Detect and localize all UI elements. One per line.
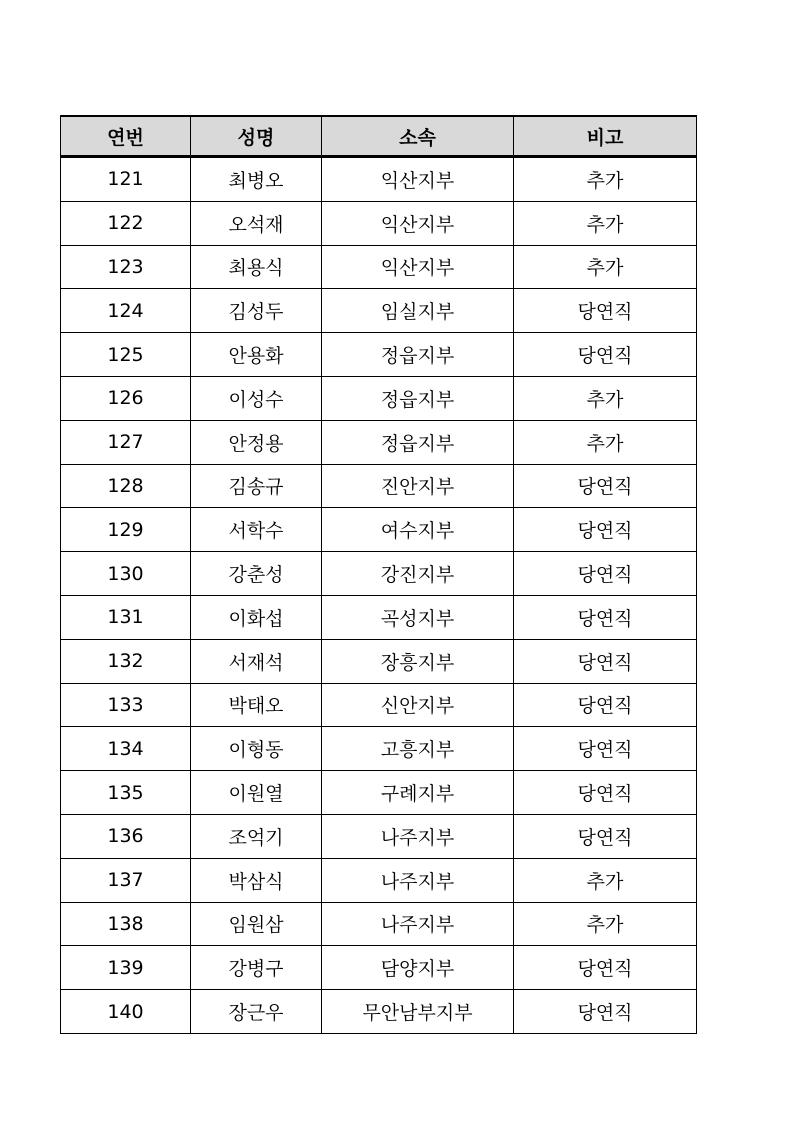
table-row — [61, 990, 697, 1034]
cell-number: 137 — [61, 858, 191, 902]
cell-note: 추가 — [514, 858, 697, 902]
cell-note: 추가 — [514, 201, 697, 245]
cell-number: 138 — [61, 902, 191, 946]
table-row — [61, 376, 697, 420]
table-row — [61, 245, 697, 289]
cell-affiliation: 나주지부 — [322, 902, 514, 946]
cell-affiliation: 나주지부 — [322, 858, 514, 902]
cell-note: 추가 — [514, 376, 697, 420]
header-row — [61, 116, 697, 157]
cell-note: 당연직 — [514, 552, 697, 596]
cell-name: 이성수 — [191, 376, 322, 420]
cell-note: 추가 — [514, 420, 697, 464]
cell-name: 박삼식 — [191, 858, 322, 902]
cell-number: 123 — [61, 245, 191, 289]
cell-name: 이화섭 — [191, 595, 322, 639]
cell-name: 오석재 — [191, 201, 322, 245]
cell-note: 당연직 — [514, 508, 697, 552]
cell-number: 126 — [61, 376, 191, 420]
table-row — [61, 201, 697, 245]
cell-note: 당연직 — [514, 639, 697, 683]
cell-number: 134 — [61, 727, 191, 771]
cell-name: 임원삼 — [191, 902, 322, 946]
cell-name: 강춘성 — [191, 552, 322, 596]
cell-affiliation: 장흥지부 — [322, 639, 514, 683]
cell-affiliation: 여수지부 — [322, 508, 514, 552]
cell-note: 당연직 — [514, 595, 697, 639]
cell-note: 당연직 — [514, 727, 697, 771]
cell-affiliation: 정읍지부 — [322, 376, 514, 420]
cell-name: 최병오 — [191, 157, 322, 202]
member-roster-table — [60, 115, 697, 1034]
cell-number: 128 — [61, 464, 191, 508]
cell-number: 131 — [61, 595, 191, 639]
table-row — [61, 814, 697, 858]
cell-affiliation: 구례지부 — [322, 771, 514, 815]
cell-name: 안정용 — [191, 420, 322, 464]
cell-note: 당연직 — [514, 990, 697, 1034]
table-body — [61, 157, 697, 1034]
cell-number: 125 — [61, 333, 191, 377]
cell-note: 추가 — [514, 245, 697, 289]
cell-note: 당연직 — [514, 333, 697, 377]
cell-name: 서재석 — [191, 639, 322, 683]
cell-affiliation: 진안지부 — [322, 464, 514, 508]
cell-note: 추가 — [514, 157, 697, 202]
header-name: 성명 — [191, 116, 322, 157]
cell-affiliation: 고흥지부 — [322, 727, 514, 771]
cell-number: 133 — [61, 683, 191, 727]
cell-number: 136 — [61, 814, 191, 858]
cell-affiliation: 익산지부 — [322, 157, 514, 202]
table-row — [61, 771, 697, 815]
cell-affiliation: 익산지부 — [322, 201, 514, 245]
cell-affiliation: 무안남부지부 — [322, 990, 514, 1034]
cell-number: 140 — [61, 990, 191, 1034]
table-row — [61, 683, 697, 727]
cell-name: 장근우 — [191, 990, 322, 1034]
table-row — [61, 420, 697, 464]
table-row — [61, 639, 697, 683]
cell-note: 당연직 — [514, 771, 697, 815]
table-header — [61, 116, 697, 157]
cell-note: 당연직 — [514, 289, 697, 333]
cell-affiliation: 정읍지부 — [322, 333, 514, 377]
cell-note: 당연직 — [514, 683, 697, 727]
cell-affiliation: 나주지부 — [322, 814, 514, 858]
table-row — [61, 595, 697, 639]
table-row — [61, 902, 697, 946]
cell-number: 121 — [61, 157, 191, 202]
cell-name: 김송규 — [191, 464, 322, 508]
cell-note: 당연직 — [514, 814, 697, 858]
cell-name: 박태오 — [191, 683, 322, 727]
cell-affiliation: 임실지부 — [322, 289, 514, 333]
cell-name: 서학수 — [191, 508, 322, 552]
cell-number: 127 — [61, 420, 191, 464]
cell-note: 당연직 — [514, 946, 697, 990]
cell-number: 135 — [61, 771, 191, 815]
table-row — [61, 464, 697, 508]
cell-affiliation: 담양지부 — [322, 946, 514, 990]
header-note: 비고 — [514, 116, 697, 157]
table-row — [61, 333, 697, 377]
cell-name: 안용화 — [191, 333, 322, 377]
cell-affiliation: 강진지부 — [322, 552, 514, 596]
cell-note: 추가 — [514, 902, 697, 946]
table-row — [61, 858, 697, 902]
table-row — [61, 289, 697, 333]
cell-number: 124 — [61, 289, 191, 333]
cell-affiliation: 신안지부 — [322, 683, 514, 727]
cell-number: 122 — [61, 201, 191, 245]
cell-name: 이원열 — [191, 771, 322, 815]
cell-name: 김성두 — [191, 289, 322, 333]
cell-name: 조억기 — [191, 814, 322, 858]
cell-affiliation: 곡성지부 — [322, 595, 514, 639]
header-affiliation: 소속 — [322, 116, 514, 157]
cell-number: 129 — [61, 508, 191, 552]
cell-name: 최용식 — [191, 245, 322, 289]
cell-name: 이형동 — [191, 727, 322, 771]
cell-number: 130 — [61, 552, 191, 596]
table-row — [61, 552, 697, 596]
cell-note: 당연직 — [514, 464, 697, 508]
cell-number: 132 — [61, 639, 191, 683]
cell-affiliation: 익산지부 — [322, 245, 514, 289]
table-row — [61, 946, 697, 990]
table-row — [61, 508, 697, 552]
table-row — [61, 157, 697, 202]
cell-affiliation: 정읍지부 — [322, 420, 514, 464]
table-row — [61, 727, 697, 771]
header-number: 연번 — [61, 116, 191, 157]
cell-number: 139 — [61, 946, 191, 990]
cell-name: 강병구 — [191, 946, 322, 990]
